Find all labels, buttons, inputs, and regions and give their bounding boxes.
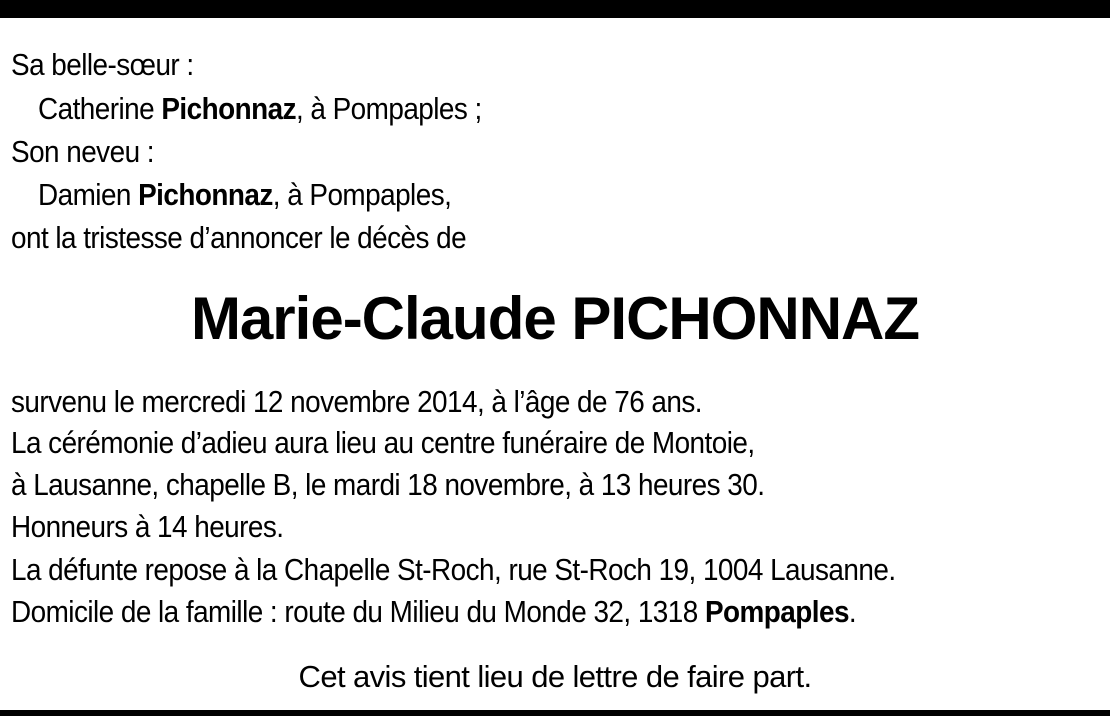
details-line-family-address xyxy=(11,593,856,631)
deceased-name: Marie-Claude PICHONNAZ xyxy=(190,285,920,352)
given-name: Catherine xyxy=(38,91,162,126)
details-line-death-date: survenu le mercredi 12 novembre 2014, à l’âge de 76 ans. xyxy=(11,384,702,419)
address-text: Domicile de la famille : route du Milieu du Monde 32, 1318 xyxy=(11,594,705,629)
town-name: Pompaples xyxy=(704,594,849,629)
address-end: . xyxy=(848,594,857,629)
place: , à Pompaples, xyxy=(272,177,452,212)
details-line-honours: Honneurs à 14 heures. xyxy=(11,509,284,544)
closing-note: Cet avis tient lieu de lettre de faire part. xyxy=(298,659,812,694)
intro-line-nephew-label: Son neveu : xyxy=(11,134,154,169)
intro-line-sister-in-law-label: Sa belle-sœur : xyxy=(11,47,194,82)
place: , à Pompaples ; xyxy=(295,91,482,126)
family-name: Pichonnaz xyxy=(161,91,296,126)
intro-line-catherine xyxy=(38,90,482,128)
top-rule xyxy=(0,0,1110,18)
given-name: Damien xyxy=(38,177,139,212)
details-line-ceremony-time: à Lausanne, chapelle B, le mardi 18 novembre, à 13 heures 30. xyxy=(11,467,765,502)
details-line-ceremony: La cérémonie d’adieu aura lieu au centre funéraire de Montoie, xyxy=(11,425,755,460)
details-line-repose: La défunte repose à la Chapelle St-Roch, rue St-Roch 19, 1004 Lausanne. xyxy=(11,552,896,587)
bottom-rule xyxy=(0,710,1110,716)
intro-line-announcement: ont la tristesse d’annoncer le décès de xyxy=(11,220,467,255)
intro-line-damien xyxy=(38,176,451,214)
family-name: Pichonnaz xyxy=(138,177,273,212)
